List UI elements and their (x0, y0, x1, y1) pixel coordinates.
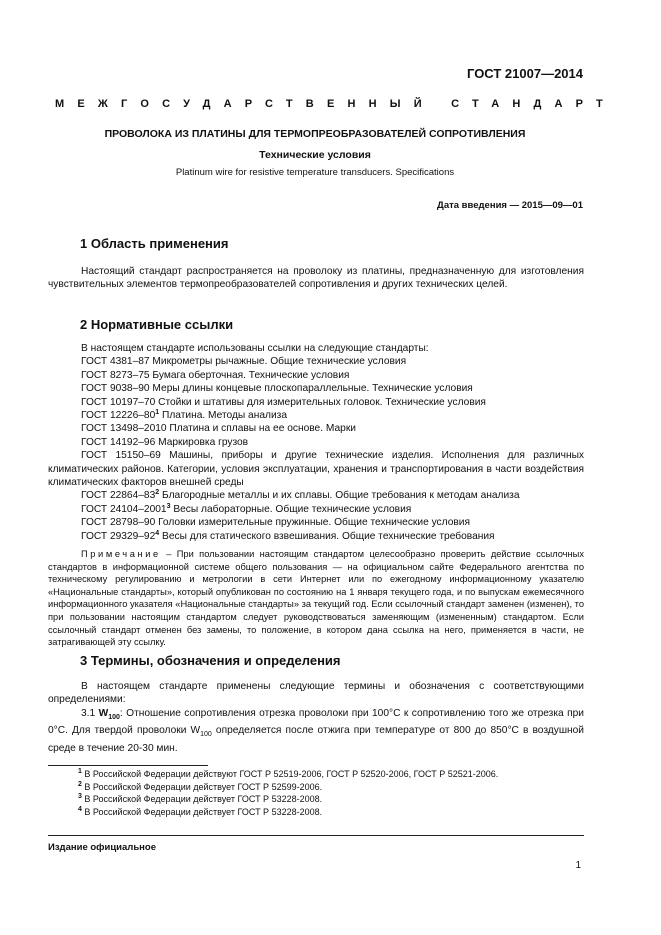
page-number: 1 (575, 860, 581, 871)
reference-item: ГОСТ 9038–90 Меры длины концевые плоскопараллельные. Технические условия (81, 383, 473, 395)
reference-item (48, 530, 584, 543)
footnote-number: 1 (78, 768, 82, 775)
reference-item: ГОСТ 8273–75 Бумага оберточная. Технические условия (81, 369, 350, 381)
footer-separator (48, 835, 584, 836)
footnote-mark: 4 (155, 529, 160, 537)
reference-title: Весы для статического взвешивания. Общие технические требования (159, 530, 495, 542)
reference-title: Платина. Методы анализа (159, 410, 287, 422)
definition-text-part-1: : Отношение сопротивления отрезка проволоки при 100°С к сопротивлению того же отрезка при 0°С. Для твердой проволоки W (48, 708, 584, 737)
footnotes (48, 768, 588, 818)
english-title: Platinum wire for resistive temperature transducers. Specifications (175, 167, 455, 178)
term-subscript: 100 (200, 731, 212, 739)
footnote-text: В Российской Федерации действует ГОСТ Р 53228-2008. (81, 806, 323, 817)
interstate-standard-label: МЕЖГОСУДАРСТВЕННЫЙ СТАНДАРТ (55, 98, 616, 110)
note-text: – При пользовании настоящим стандартом целесообразно проверить действие ссылочных стандартов в информационной системе общего пользования — на официальном сайте Федерального агентства по техническому регулированию и метрологии в сети Интернет или по ежегодному информационному указателю «Национальные стандарты», который опубликован по состоянию на 1 января текущего года, и по выпускам ежемесячного информационного указателя «Национальные стандарты» за текущий год. Если ссылочный стандарт заменен (изменен), то при пользовании настоящим стандартом следует руководствоваться заменяющим (измененным) стандартом. Если ссылочный стандарт отменен без замены, то положение, в котором дана ссылка на него, применяется в части, не затрагивающей эту ссылку. (48, 549, 584, 648)
section-2-heading: 2 Нормативные ссылки (80, 317, 234, 332)
reference-item: ГОСТ 15150–69 Машины, приборы и другие технические изделия. Исполнения для различных климатических районов. Категории, условия эксплуатации, хранения и транспортирования в части воздействия климатических факторов внешней среды (48, 450, 584, 489)
reference-title: Благородные металлы и их сплавы. Общие требования к методам анализа (159, 490, 520, 502)
document-title: ПРОВОЛОКА ИЗ ПЛАТИНЫ ДЛЯ ТЕРМОПРЕОБРАЗОВАТЕЛЕЙ СОПРОТИВЛЕНИЯ (104, 128, 526, 140)
reference-code: ГОСТ 24104–2001 (81, 503, 167, 515)
reference-item (48, 503, 584, 516)
section-1-heading: 1 Область применения (80, 236, 229, 251)
footnote-mark: 2 (155, 489, 160, 497)
section-3-intro: В настоящем стандарте применены следующие термины и обозначения с соответствующими определениями: (48, 681, 584, 706)
reference-item: ГОСТ 13498–2010 Платина и сплавы на ее основе. Марки (81, 423, 356, 435)
footnote-text: В Российской Федерации действует ГОСТ Р 52599-2006. (81, 781, 323, 792)
reference-code: ГОСТ 12226–80 (81, 410, 156, 422)
official-edition-label: Издание официальное (48, 842, 156, 853)
footnote-separator (48, 765, 208, 766)
footnote-number: 4 (78, 805, 82, 813)
term-symbol: W (98, 708, 109, 719)
footnote (48, 768, 588, 781)
definition-number: 3.1 (81, 708, 99, 719)
reference-code: ГОСТ 22864–83 (81, 490, 156, 502)
normative-references (48, 342, 584, 543)
definition-3-1 (48, 707, 584, 755)
definition-term (98, 708, 120, 722)
reference-item: ГОСТ 10197–70 Стойки и штативы для измерительных головок. Технические условия (81, 396, 486, 408)
reference-item: ГОСТ 28798–90 Головки измерительные пружинные. Общие технические условия (81, 517, 470, 529)
section-3-heading: 3 Термины, обозначения и определения (80, 653, 341, 668)
footnote-mark: 1 (155, 409, 160, 417)
definition-text-part-2: определяется после отжига при температуре от 800 до 850°С в воздушной среде в течение 20-30 мин. (48, 725, 584, 754)
reference-item (48, 409, 584, 422)
footnote (48, 793, 588, 806)
introduction-date: Дата введения — 2015—09—01 (437, 200, 583, 211)
footnote (48, 781, 588, 794)
footnote-text: В Российской Федерации действуют ГОСТ Р 52519-2006, ГОСТ Р 52520-2006, ГОСТ Р 52521-2006. (81, 769, 499, 779)
note-label: Примечание (81, 549, 161, 559)
reference-item (48, 489, 584, 502)
section-1-text: Настоящий стандарт распространяется на проволоку из платины, предназначенную для изготовления чувствительных элементов термопреобразователей сопротивления и других технических целей. (48, 266, 584, 291)
term-subscript: 100 (108, 714, 120, 722)
footnote (48, 806, 588, 819)
reference-item: ГОСТ 4381–87 Микрометры рычажные. Общие технические условия (81, 356, 407, 368)
footnote-mark: 3 (166, 502, 171, 510)
references-intro: В настоящем стандарте использованы ссылки на следующие стандарты: (81, 343, 429, 354)
footnote-number: 2 (78, 780, 82, 788)
footnote-text: В Российской Федерации действует ГОСТ Р 53228-2008. (81, 794, 323, 805)
reference-item: ГОСТ 14192–96 Маркировка грузов (81, 436, 249, 448)
gost-code: ГОСТ 21007—2014 (467, 66, 583, 81)
reference-code: ГОСТ 29329–92 (81, 530, 156, 542)
references-note (48, 548, 584, 649)
reference-title: Весы лабораторные. Общие технические условия (170, 503, 412, 515)
document-subtitle: Технические условия (259, 149, 371, 161)
footnote-number: 3 (78, 793, 82, 801)
